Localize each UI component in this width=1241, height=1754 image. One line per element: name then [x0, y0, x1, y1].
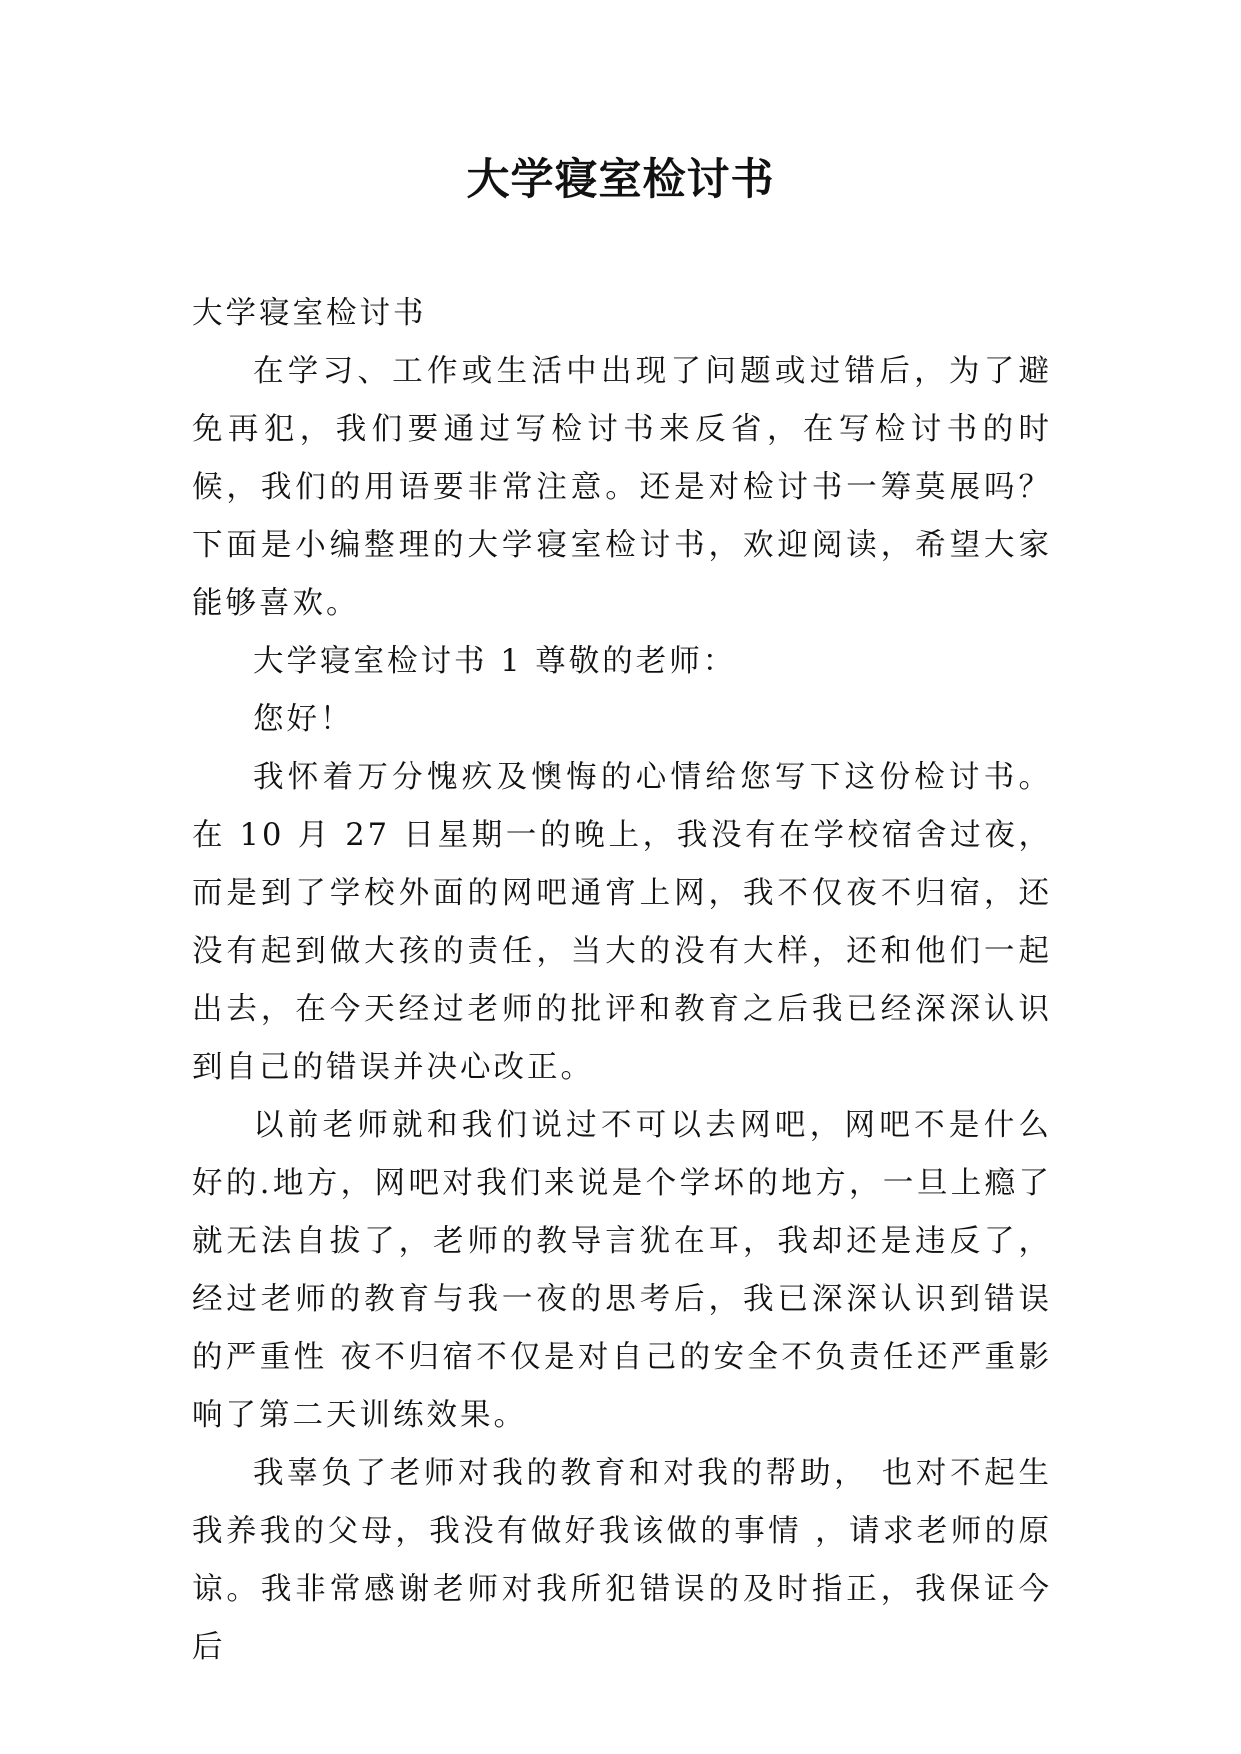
document-title: 大学寝室检讨书: [466, 155, 775, 205]
paragraph-body-1: 我怀着万分愧疚及懊悔的心情给您写下这份检讨书。在 10 月 27 日星期一的晚上，我没有在学校宿舍过夜，而是到了学校外面的网吧通宵上网，我不仅夜不归宿，还没有起到做大孩的责任，当大的没有大样，还和他们一起出去，在今天经过老师的批评和教育之后我已经深深认识到自己的错误并决心改正。: [192, 760, 1052, 1085]
paragraph-body-2: 以前老师就和我们说过不可以去网吧，网吧不是什么好的.地方，网吧对我们来说是个学坏的地方，一旦上瘾了就无法自拔了，老师的教导言犹在耳，我却还是违反了，经过老师的教育与我一夜的思考后，我已深深认识到错误的严重性 夜不归宿不仅是对自己的安全不负责任还严重影响了第二天训练效果。: [192, 1108, 1052, 1433]
paragraph-heading: 大学寝室检讨书: [192, 296, 427, 331]
paragraph-body-3: 我辜负了老师对我的教育和对我的帮助， 也对不起生我养我的父母，我没有做好我该做的事情 ，请求老师的原谅。我非常感谢老师对我所犯错误的及时指正，我保证今后: [192, 1456, 1052, 1665]
document-body: [192, 285, 1052, 1677]
paragraph-intro: 在学习、工作或生活中出现了问题或过错后，为了避免再犯，我们要通过写检讨书来反省，在写检讨书的时候，我们的用语要非常注意。还是对检讨书一筹莫展吗？下面是小编整理的大学寝室检讨书，欢迎阅读，希望大家能够喜欢。: [192, 354, 1052, 621]
paragraph-salutation: 大学寝室检讨书 1 尊敬的老师：: [253, 644, 737, 679]
paragraph-greeting: 您好！: [253, 702, 354, 737]
